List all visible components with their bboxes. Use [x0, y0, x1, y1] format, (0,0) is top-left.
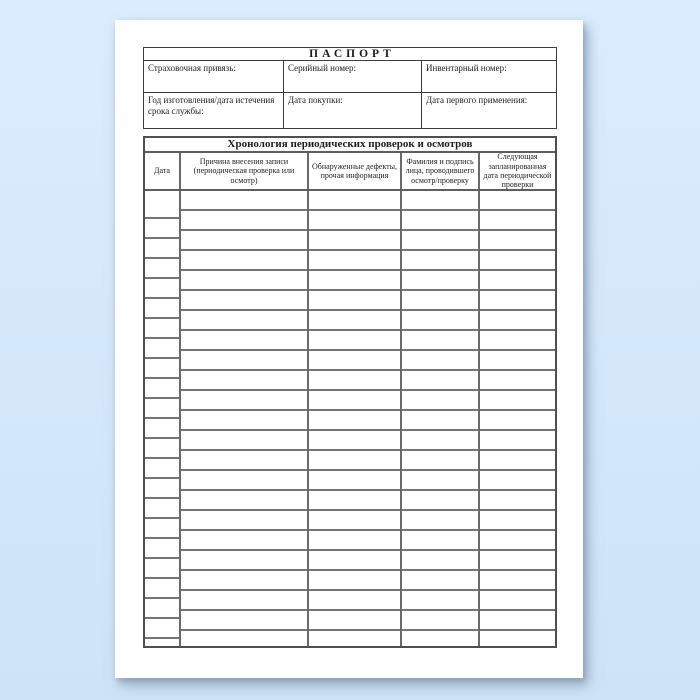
log-cell	[181, 371, 307, 391]
field-inventory-number-label: Инвентарный номер:	[426, 63, 507, 73]
log-cell	[181, 631, 307, 646]
log-cell	[309, 511, 400, 531]
log-cell	[402, 371, 478, 391]
log-cell	[309, 331, 400, 351]
log-cell-date	[145, 319, 179, 339]
log-cell	[309, 191, 400, 211]
log-cell	[402, 331, 478, 351]
log-header-next-date: Следующая запланированная дата периодической проверки	[483, 152, 552, 190]
log-cell	[181, 231, 307, 251]
log-cell-date	[145, 191, 179, 219]
log-cell	[181, 411, 307, 431]
log-cell	[309, 451, 400, 471]
log-cell	[309, 371, 400, 391]
log-cell-date	[145, 639, 179, 646]
log-cell-date	[145, 399, 179, 419]
log-cell	[309, 271, 400, 291]
log-cell	[480, 571, 555, 591]
log-cell	[309, 391, 400, 411]
log-cell-date	[145, 619, 179, 639]
log-cell	[402, 351, 478, 371]
log-cell	[480, 271, 555, 291]
log-cell-date	[145, 539, 179, 559]
log-cell	[181, 551, 307, 571]
log-cell-date	[145, 419, 179, 439]
log-cell	[480, 591, 555, 611]
passport-row-2	[144, 93, 556, 128]
log-cell	[181, 571, 307, 591]
log-cell	[309, 631, 400, 646]
log-cell	[181, 391, 307, 411]
log-cell	[181, 611, 307, 631]
log-cell	[402, 571, 478, 591]
log-cell	[309, 251, 400, 271]
log-cell	[309, 411, 400, 431]
log-cell	[402, 271, 478, 291]
log-column-date	[145, 191, 181, 646]
inspection-log-table	[143, 136, 557, 648]
log-cell	[309, 471, 400, 491]
log-header-defects: Обнаруженные дефекты, прочая информация	[309, 153, 402, 189]
field-manufacture-year	[144, 93, 284, 128]
log-cell	[402, 491, 478, 511]
log-cell	[480, 611, 555, 631]
log-cell	[181, 211, 307, 231]
log-cell	[402, 631, 478, 646]
log-cell	[402, 531, 478, 551]
log-body	[145, 191, 555, 646]
field-harness-label: Страховочная привязь:	[148, 63, 236, 73]
log-cell	[309, 291, 400, 311]
log-cell	[480, 631, 555, 646]
log-header-date: Дата	[145, 153, 181, 189]
log-cell	[181, 291, 307, 311]
log-cell	[480, 391, 555, 411]
log-cell	[402, 511, 478, 531]
log-cell	[480, 431, 555, 451]
log-cell	[309, 211, 400, 231]
log-header-inspector: Фамилия и подпись лица, проводившего осмотр/проверку	[402, 153, 480, 189]
log-cell	[480, 211, 555, 231]
log-cell	[181, 331, 307, 351]
log-cell-date	[145, 339, 179, 359]
log-cell-date	[145, 559, 179, 579]
log-cell	[480, 351, 555, 371]
log-cell	[402, 291, 478, 311]
log-cell-date	[145, 499, 179, 519]
log-cell	[402, 231, 478, 251]
log-cell	[309, 611, 400, 631]
log-cell	[181, 251, 307, 271]
log-cell	[402, 551, 478, 571]
log-cell	[480, 511, 555, 531]
log-cell	[181, 451, 307, 471]
document-page	[115, 20, 583, 678]
log-cell	[480, 411, 555, 431]
passport-table	[143, 47, 557, 129]
log-cell	[480, 231, 555, 251]
log-cell-date	[145, 219, 179, 239]
log-cell	[309, 531, 400, 551]
log-cell	[402, 471, 478, 491]
log-cell	[480, 251, 555, 271]
log-cell	[309, 351, 400, 371]
log-cell	[309, 551, 400, 571]
field-inventory-number	[422, 61, 556, 92]
log-cell-date	[145, 299, 179, 319]
field-harness	[144, 61, 284, 92]
log-cell-date	[145, 519, 179, 539]
log-cell	[181, 531, 307, 551]
log-cell-date	[145, 279, 179, 299]
log-cell	[309, 431, 400, 451]
log-cell-date	[145, 479, 179, 499]
log-header-reason: Причина внесения записи (периодическая проверка или осмотр)	[181, 153, 309, 189]
field-serial-number-label: Серийный номер:	[288, 63, 357, 73]
field-purchase-date	[284, 93, 422, 128]
log-cell	[309, 571, 400, 591]
field-first-use-date-label: Дата первого применения:	[426, 95, 528, 105]
log-cell	[402, 591, 478, 611]
log-cell-date	[145, 239, 179, 259]
log-cell-date	[145, 439, 179, 459]
log-column-inspector	[402, 191, 480, 646]
log-cell	[402, 431, 478, 451]
log-cell	[402, 211, 478, 231]
log-cell	[480, 371, 555, 391]
log-cell	[402, 311, 478, 331]
log-column-reason	[181, 191, 309, 646]
log-cell	[181, 351, 307, 371]
log-cell	[309, 231, 400, 251]
log-cell	[402, 391, 478, 411]
field-manufacture-year-label: Год изготовления/дата истечения срока службы:	[148, 95, 275, 117]
log-cell	[402, 191, 478, 211]
log-cell	[402, 611, 478, 631]
log-cell	[181, 311, 307, 331]
log-cell	[480, 471, 555, 491]
log-cell	[402, 451, 478, 471]
field-purchase-date-label: Дата покупки:	[288, 95, 343, 105]
log-cell-date	[145, 379, 179, 399]
log-column-next-date	[480, 191, 555, 646]
log-cell	[402, 251, 478, 271]
log-cell	[181, 271, 307, 291]
log-cell	[480, 551, 555, 571]
log-cell-date	[145, 599, 179, 619]
log-cell-date	[145, 359, 179, 379]
log-cell	[181, 191, 307, 211]
passport-title: ПАСПОРТ	[144, 48, 556, 61]
log-cell-date	[145, 579, 179, 599]
log-cell-date	[145, 259, 179, 279]
field-first-use-date	[422, 93, 556, 128]
log-cell	[480, 331, 555, 351]
log-cell	[480, 291, 555, 311]
passport-row-1	[144, 61, 556, 93]
log-cell	[480, 451, 555, 471]
log-cell	[480, 531, 555, 551]
log-cell	[480, 191, 555, 211]
log-header-row	[145, 153, 555, 191]
log-cell	[309, 591, 400, 611]
log-cell	[480, 311, 555, 331]
log-cell	[309, 491, 400, 511]
log-cell	[181, 471, 307, 491]
log-cell	[309, 311, 400, 331]
log-cell	[480, 491, 555, 511]
field-serial-number	[284, 61, 422, 92]
log-column-defects	[309, 191, 402, 646]
log-cell	[181, 511, 307, 531]
log-cell	[402, 411, 478, 431]
log-cell-date	[145, 459, 179, 479]
log-cell	[181, 491, 307, 511]
inspection-log-title: Хронология периодических проверок и осмотров	[145, 138, 555, 153]
log-cell	[181, 431, 307, 451]
log-cell	[181, 591, 307, 611]
